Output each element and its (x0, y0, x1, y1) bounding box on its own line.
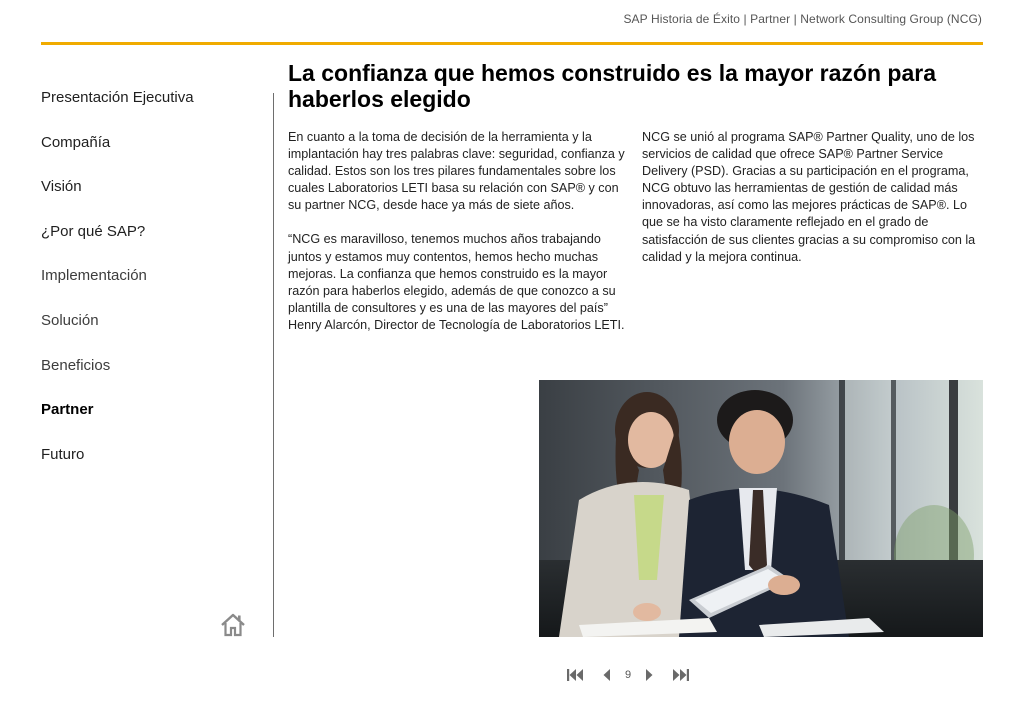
sidebar-item-futuro[interactable]: Futuro (41, 445, 85, 463)
previous-page-icon[interactable] (602, 668, 611, 682)
first-page-icon[interactable] (566, 668, 586, 682)
page-number: 9 (625, 669, 632, 681)
sidebar-item-implementacion[interactable]: Implementación (41, 267, 147, 285)
next-page-icon[interactable] (645, 668, 654, 682)
quote-paragraph: “NCG es maravilloso, tenemos muchos años trabajando juntos y estamos muy contentos, hemos hecho muchas mejoras. La confianza que hemos construido es la mayor razón para haberlos elegido, además de que conozco a su plantilla de consultores y es una de las mayores del país” Henry Alarcón, Director de Tecnología de Laboratorios LETI. (288, 232, 625, 332)
business-people-photo (539, 380, 983, 637)
sidebar-nav (41, 88, 261, 489)
body-column-left (288, 129, 631, 351)
body-column-right (642, 129, 980, 283)
breadcrumb: SAP Historia de Éxito | Partner | Network Consulting Group (NCG) (623, 12, 982, 26)
sidebar-item-solucion[interactable]: Solución (41, 311, 99, 329)
page-navigation (566, 664, 690, 686)
sidebar-item-partner[interactable]: Partner (41, 401, 94, 419)
sidebar-item-presentacion-ejecutiva[interactable]: Presentación Ejecutiva (41, 89, 194, 106)
page-title: La confianza que hemos construido es la mayor razón para haberlos elegido (288, 60, 936, 112)
header-divider (41, 42, 983, 45)
sidebar-item-compania[interactable]: Compañía (41, 133, 111, 151)
home-icon[interactable] (220, 612, 246, 638)
sidebar-item-por-que-sap[interactable]: ¿Por qué SAP? (41, 222, 146, 240)
paragraph: En cuanto a la toma de decisión de la herramienta y la implantación hay tres palabras clave: seguridad, confianza y calidad. Estos son los tres pilares fundamentales sobre los cuales Laboratorios LETI basa su relación con SAP® y con su partner NCG, desde hace ya más de siete años. (288, 130, 625, 213)
sidebar-item-vision[interactable]: Visión (41, 178, 82, 196)
sidebar-divider (273, 93, 274, 637)
sidebar-item-beneficios[interactable]: Beneficios (41, 356, 111, 374)
last-page-icon[interactable] (670, 668, 690, 682)
paragraph: NCG se unió al programa SAP® Partner Quality, uno de los servicios de calidad que ofrece SAP® Partner Service Delivery (PSD). Gracias a su participación en el programa, NCG obtuvo las herramientas de gestión de calidad más innovadoras, así como las mejores prácticas de SAP®. Lo que se ha visto claramente reflejado en el grado de satisfacción de sus clientes gracias a su compromiso con la calidad y la mejora continua. (642, 130, 976, 264)
